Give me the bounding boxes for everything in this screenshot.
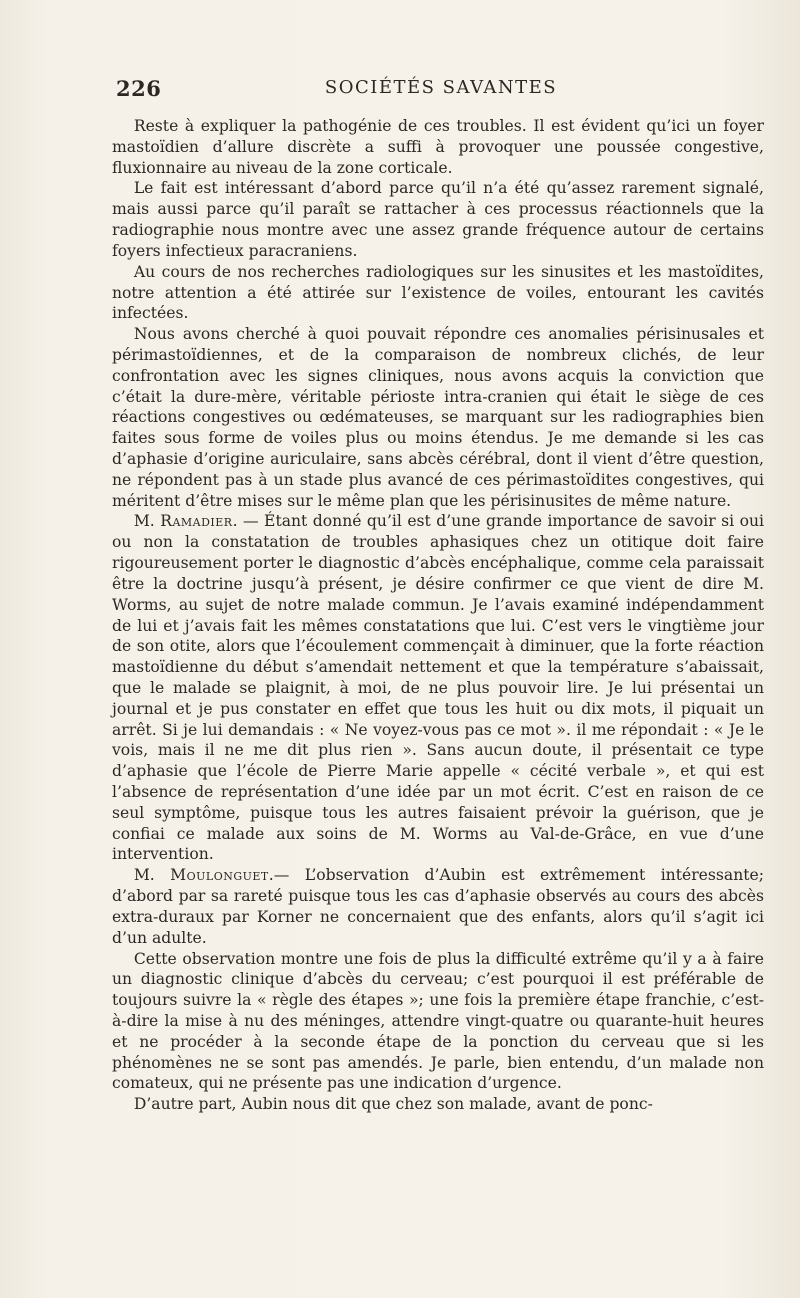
paragraph: [112, 949, 764, 1095]
page-header: [116, 76, 766, 106]
speaker-name: Ramadier: [160, 512, 233, 531]
paragraph-moulonguet: [112, 865, 764, 948]
paragraph: [112, 1094, 764, 1115]
paragraph: [112, 116, 764, 178]
paragraph-ramadier: [112, 511, 764, 865]
paragraph-text: . — Étant donné qu’il est d’une grande importance de savoir si oui ou non la constatation de troubles aphasiques chez un otitique doit faire rigoureusement porter le diagnostic d’abcès encéphalique, comme cela paraissait être la doctrine jusqu’à présent, je désire confirmer ce que vient de dire M. Worms, au sujet de notre malade commun. Je l’avais examiné indépendamment de lui et j’avais fait les mêmes constatations que lui. C’est vers le vingtième jour de son otite, alors que l’écoulement commençait à diminuer, que la forte réaction mastoïdienne du début s’amendait nettement et que la température s’abaissait, que le malade se plaignit, à moi, de ne plus pouvoir lire. Je lui présentai un journal et je pus constater en effet que tous les huit ou dix mots, il piquait un arrêt. Si je lui demandais : « Ne voyez-vous pas ce mot ». il me répondait : « Je le vois, mais il ne me dit plus rien ». Sans aucun doute, il présentait ce type d’aphasie que l’école de Pierre Marie appelle « cécité verbale », et qui est l’absence de représentation d’une idée par un mot écrit. C’est en raison de ce seul symptôme, puisque tous les autres faisaient prévoir la guérison, que je confiai ce malade aux soins de M. Worms au Val-de-Grâce, en vue d’une intervention.: [112, 512, 764, 864]
running-title: SOCIÉTÉS SAVANTES: [324, 77, 558, 98]
paragraph-text: Le fait est intéressant d’abord parce qu’il n’a été qu’assez rarement signalé, mais aussi parce qu’il paraît se rattacher à ces processus réactionnels que la radiographie nous montre avec une assez grande fréquence autour de certains foyers infectieux paracraniens.: [112, 179, 764, 260]
paragraph-text: D’autre part, Aubin nous dit que chez son malade, avant de ponc-: [133, 1095, 653, 1114]
body-text: [112, 116, 764, 1115]
paragraph: [112, 262, 764, 324]
paragraph-text: Cette observation montre une fois de plus la difficulté extrême qu’il y a à faire un diagnostic clinique d’abcès du cerveau; c’est pourquoi il est préférable de toujours suivre la « règle des étapes »; une fois la première étape franchie, c’est-à-dire la mise à nu des méninges, attendre vingt-quatre ou quarante-huit heures et ne procéder à la seconde étape de la ponction du cerveau que si les phénomènes ne se sont pas amendés. Je parle, bien entendu, d’un malade non comateux, qui ne présente pas une indication d’urgence.: [112, 949, 764, 1093]
page-number: 226: [116, 76, 162, 101]
paragraph-text: Nous avons cherché à quoi pouvait répondre ces anomalies périsinusales et périmastoïdiennes, et de la comparaison de nombreux clichés, de leur confrontation avec les signes cliniques, nous avons acquis la conviction que c’était la dure-mère, véritable périoste intra-cranien qui était le siège de ces réactions congestives ou œdémateuses, se marquant sur les radiographies bien faites sous forme de voiles plus ou moins étendus. Je me demande si les cas d’aphasie d’origine auriculaire, sans abcès cérébral, dont il vient d’être question, ne répondent pas à un stade plus avancé de ces périmastoïdites congestives, qui méritent d’être mises sur le même plan que les périsinusites de même nature.: [112, 325, 764, 510]
paragraph-text: Au cours de nos recherches radiologiques sur les sinusites et les mastoïdites, notre attention a été attirée sur l’existence de voiles, entourant les cavités infectées.: [112, 262, 764, 323]
paragraph: [112, 324, 764, 511]
speaker-prefix: M.: [133, 866, 171, 885]
paragraph: [112, 178, 764, 261]
speaker-prefix: M.: [133, 512, 161, 531]
paragraph-text: Reste à expliquer la pathogénie de ces troubles. Il est évident qu’ici un foyer mastoïdien d’allure discrète a suffi à provoquer une poussée congestive, fluxionnaire au niveau de la zone corticale.: [112, 117, 764, 177]
paragraph-text: .— L’observation d’Aubin est extrêmement intéressante; d’abord par sa rareté puisque tous les cas d’aphasie observés au cours des abcès extra-duraux par Korner ne concernaient que des enfants, alors qu’il s’agit ici d’un adulte.: [112, 866, 764, 947]
speaker-name: Moulonguet: [170, 866, 269, 885]
